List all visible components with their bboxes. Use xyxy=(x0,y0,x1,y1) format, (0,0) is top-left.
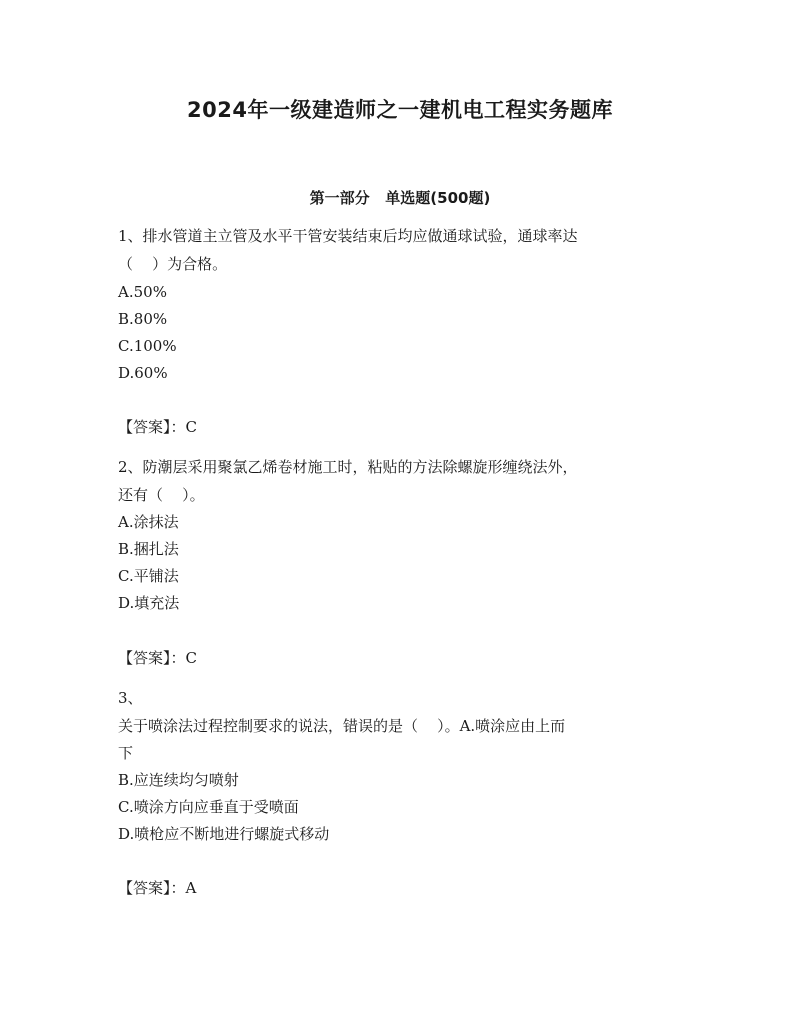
question-3-option-c: C.喷涂方向应垂直于受喷面 xyxy=(118,798,299,816)
answer-value: C xyxy=(185,418,197,436)
answer-value: A xyxy=(185,879,197,897)
answer-label: 【答案】： xyxy=(118,649,186,667)
question-2-stem-line-2: 还有（ ）。 xyxy=(118,486,205,504)
section-title: 第一部分 单选题(500题) xyxy=(309,189,491,207)
document-title: 2024年一级建造师之一建机电工程实务题库 xyxy=(187,98,613,122)
question-2-option-d: D.填充法 xyxy=(118,594,180,612)
question-3-answer xyxy=(118,878,196,898)
question-3-stem-line-3: 下 xyxy=(118,744,134,762)
question-2-option-a: A.涂抹法 xyxy=(118,513,179,531)
question-3-option-d: D.喷枪应不断地进行螺旋式移动 xyxy=(118,825,330,843)
question-3-stem-line-2: 关于喷涂法过程控制要求的说法，错误的是（ ）。A.喷涂应由上而 xyxy=(118,717,566,735)
question-1-option-a: A.50% xyxy=(118,283,167,301)
question-1-stem-line-2: （ ）为合格。 xyxy=(118,255,228,273)
question-1-option-c: C.100% xyxy=(118,337,177,355)
question-1-option-d: D.60% xyxy=(118,364,168,382)
question-1-option-b: B.80% xyxy=(118,310,168,328)
question-1-answer xyxy=(118,417,197,437)
question-2-option-b: B.捆扎法 xyxy=(118,540,179,558)
question-1-stem-line-1: 1、排水管道主立管及水平干管安装结束后均应做通球试验，通球率达 xyxy=(118,227,578,245)
answer-label: 【答案】： xyxy=(118,879,186,897)
question-3-option-b: B.应连续均匀喷射 xyxy=(118,771,239,789)
answer-value: C xyxy=(185,649,197,667)
question-2-answer xyxy=(118,648,197,668)
question-2-option-c: C.平铺法 xyxy=(118,567,179,585)
question-3-stem-line-1: 3、 xyxy=(118,689,143,707)
question-2-stem-line-1: 2、防潮层采用聚氯乙烯卷材施工时，粘贴的方法除螺旋形缠绕法外， xyxy=(118,458,578,476)
answer-label: 【答案】： xyxy=(118,418,186,436)
